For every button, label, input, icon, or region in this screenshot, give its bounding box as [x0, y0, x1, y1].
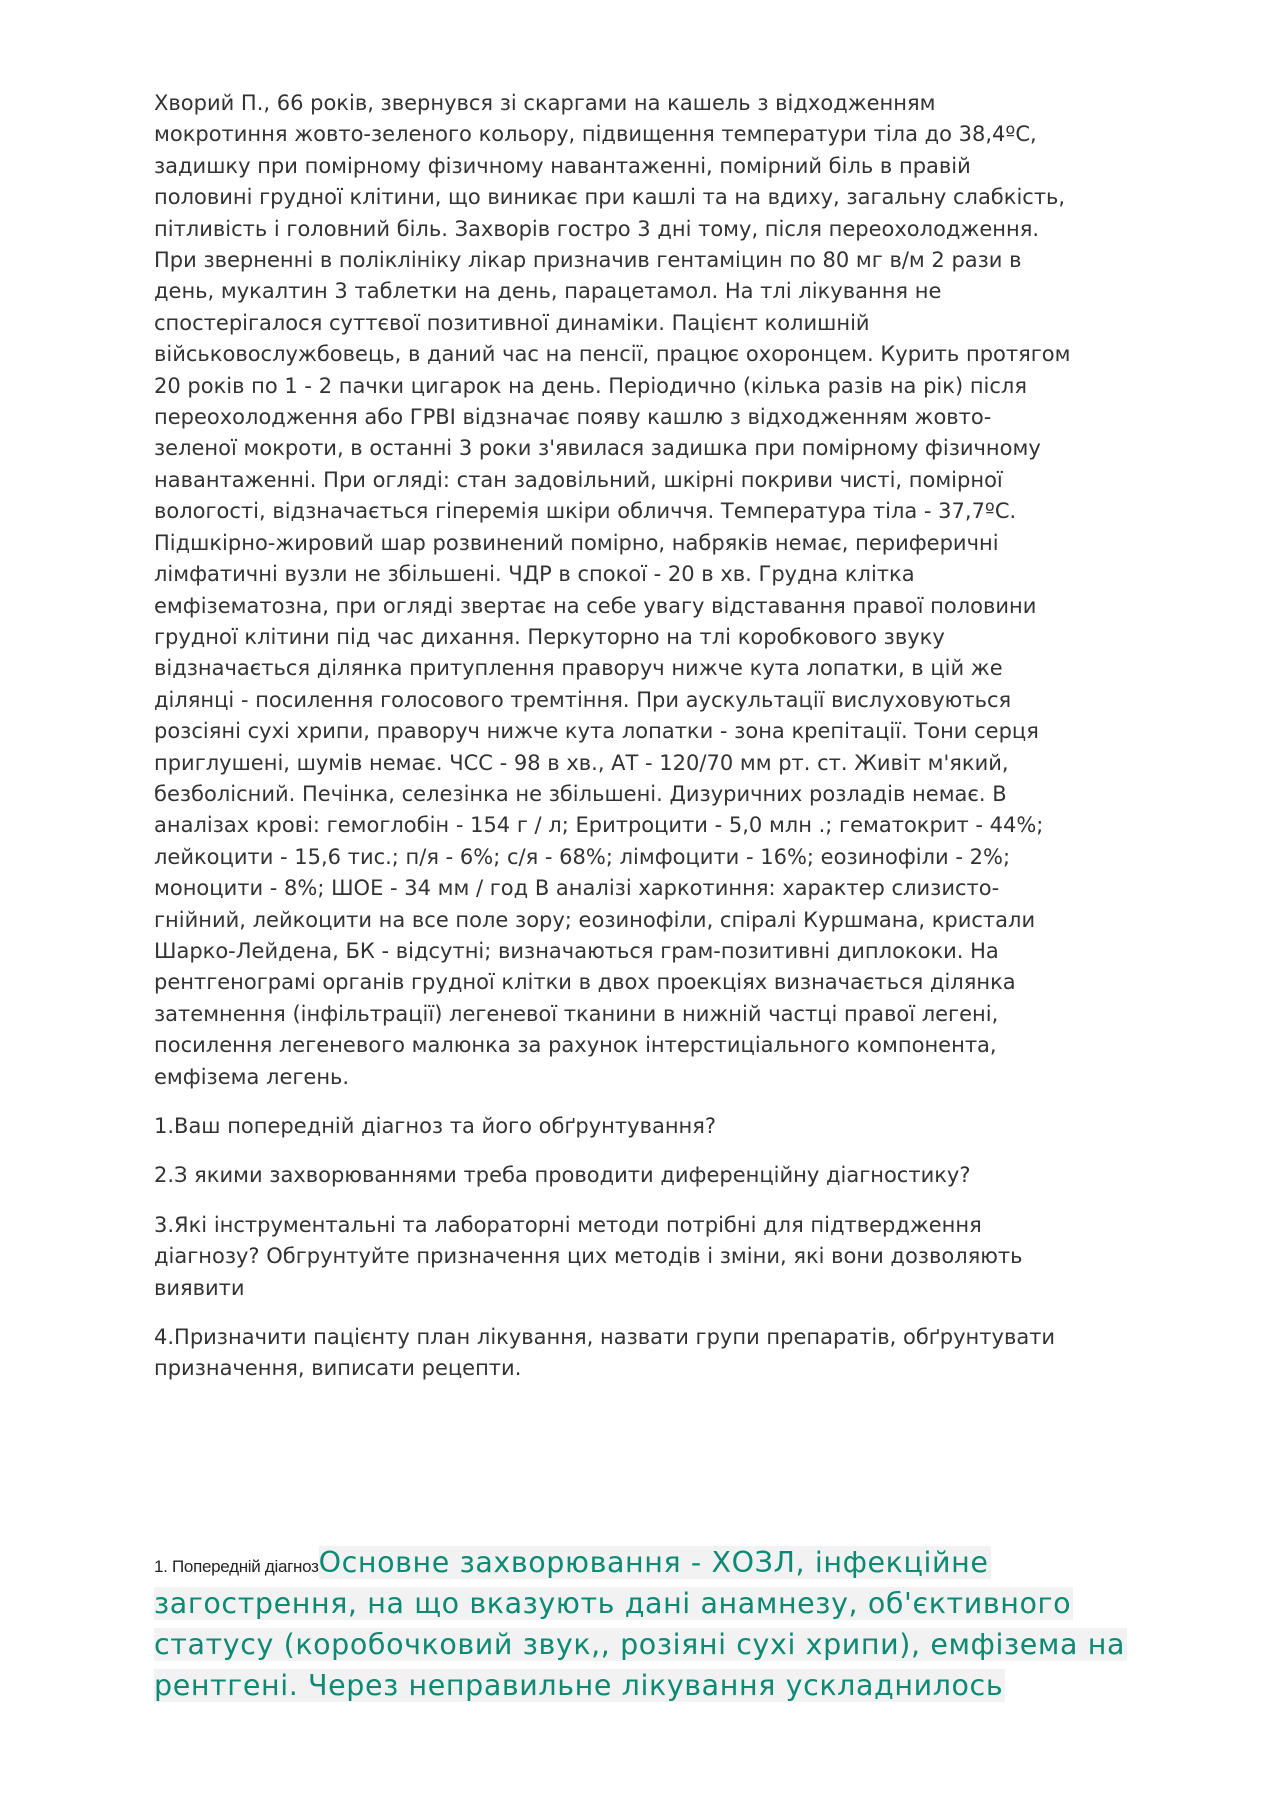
- case-line: При зверненні в поліклініку лікар призначив гентаміцин по 80 мг в/м 2 рази в: [154, 248, 1022, 273]
- document-page: [154, 88, 1194, 1385]
- case-line: ділянці - посилення голосового тремтіння. При аускультації вислуховуються: [154, 687, 1012, 712]
- case-line: половині грудної клітини, що виникає при кашлі та на вдиху, загальну слабкість,: [154, 185, 1066, 210]
- question-line: 1.Ваш попередній діагноз та його обґрунтування?: [154, 1114, 717, 1138]
- case-line: 20 років по 1 - 2 пачки цигарок на день. Періодично (кілька разів на рік) після: [154, 373, 1027, 398]
- case-line: емфізематозна, при огляді звертає на себе увагу відставання правої половини: [154, 593, 1037, 618]
- question-4: [154, 1322, 1194, 1385]
- case-line: вологості, відзначається гіперемія шкіри обличчя. Температура тіла - 37,7ºС.: [154, 499, 1017, 524]
- case-line: задишку при помірному фізичному навантаженні, помірний біль в правій: [154, 153, 971, 178]
- answer-highlighted-text: Основне захворювання - ХОЗЛ, інфекційне: [318, 1546, 989, 1579]
- case-line: гнійний, лейкоцити на все поле зору; еозинофіли, спіралі Куршмана, кристали: [154, 907, 1036, 932]
- case-line: день, мукалтин 3 таблетки на день, парацетамол. На тлі лікування не: [154, 279, 942, 304]
- case-line: лімфатичні вузли не збільшені. ЧДР в спокої - 20 в хв. Грудна клітка: [154, 562, 915, 587]
- answer-block: [154, 1542, 1194, 1706]
- case-line: Підшкірно-жировий шар розвинений помірно, набряків немає, периферичні: [154, 530, 999, 555]
- answer-label: 1. Попередній діагноз: [154, 1557, 319, 1576]
- case-line: пітливість і головний біль. Захворів гостро 3 дні тому, після переохолодження.: [154, 216, 1040, 241]
- answer-line: [154, 1624, 1194, 1665]
- case-line: затемнення (інфільтрації) легеневої тканини в нижній частці правої легені,: [154, 1001, 999, 1026]
- question-line: діагнозу? Обгрунтуйте призначення цих методів і зміни, які вони дозволяють: [154, 1244, 1023, 1269]
- case-line: спостерігалося суттєвої позитивної динаміки. Пацієнт колишній: [154, 310, 870, 335]
- answer-highlighted-text: статусу (коробочковий звук,, розіяні сухі хрипи), емфізема на: [154, 1628, 1126, 1661]
- question-line: виявити: [154, 1275, 245, 1300]
- case-line: аналізах крові: гемоглобін - 154 г / л; Еритроцити - 5,0 млн .; гематокрит - 44%;: [154, 813, 1044, 838]
- question-line: 3.Які інструментальні та лабораторні методи потрібні для підтвердження: [154, 1212, 982, 1237]
- question-1: [154, 1111, 1194, 1142]
- case-line: грудної клітини під час дихання. Перкуторно на тлі коробкового звуку: [154, 624, 945, 649]
- case-line: розсіяні сухі хрипи, праворуч нижче кута лопатки - зона крепітації. Тони серця: [154, 719, 1039, 744]
- case-line: навантаженні. При огляді: стан задовільний, шкірні покриви чисті, помірної: [154, 467, 1003, 492]
- case-line: посилення легеневого малюнка за рахунок інтерстиціального компонента,: [154, 1033, 997, 1058]
- question-3: [154, 1210, 1194, 1304]
- case-line: переохолодження або ГРВІ відзначає появу кашлю з відходженням жовто-: [154, 405, 992, 430]
- case-line: Шарко-Лейдена, БК - відсутні; визначаються грам-позитивні диплококи. На: [154, 938, 999, 963]
- case-line: мокротиння жовто-зеленого кольору, підвищення температури тіла до 38,4ºС,: [154, 122, 1037, 147]
- question-line: 4.Призначити пацієнту план лікування, назвати групи препаратів, обґрунтувати: [154, 1325, 1056, 1350]
- case-line: лейкоцити - 15,6 тис.; п/я - 6%; с/я - 68%; лімфоцити - 16%; еозинофіли - 2%;: [154, 844, 1011, 869]
- case-line: безболісний. Печінка, селезінка не збільшені. Дизуричних розладів немає. В: [154, 781, 1007, 806]
- answer-line: [154, 1542, 1194, 1583]
- question-2: [154, 1160, 1194, 1191]
- question-line: 2.З якими захворюваннями треба проводити диференційну діагностику?: [154, 1163, 971, 1188]
- case-line: емфізема легень.: [154, 1064, 350, 1089]
- case-line: військовослужбовець, в даний час на пенсії, працює охоронцем. Курить протягом: [154, 342, 1071, 367]
- case-line: відзначається ділянка притуплення праворуч нижче кута лопатки, в цій же: [154, 656, 1003, 681]
- answer-line: [154, 1583, 1194, 1624]
- case-line: рентгенограмі органів грудної клітки в двох проекціях визначається ділянка: [154, 970, 1016, 995]
- case-description: [154, 88, 1194, 1093]
- case-line: Хворий П., 66 років, звернувся зі скаргами на кашель з відходженням: [154, 91, 936, 115]
- answer-line: [154, 1665, 1194, 1706]
- case-line: зеленої мокроти, в останні 3 роки з'явилася задишка при помірному фізичному: [154, 436, 1041, 461]
- case-line: моноцити - 8%; ШОЕ - 34 мм / год В аналізі харкотиння: характер слизисто-: [154, 876, 1000, 901]
- answer-highlighted-text: рентгені. Через неправильне лікування ускладнилось: [154, 1669, 1004, 1702]
- case-line: приглушені, шумів немає. ЧСС - 98 в хв., АТ - 120/70 мм рт. ст. Живіт м'який,: [154, 750, 1009, 775]
- answer-highlighted-text: загострення, на що вказують дані анамнезу, об'єктивного: [154, 1587, 1072, 1620]
- question-line: призначення, виписати рецепти.: [154, 1356, 522, 1381]
